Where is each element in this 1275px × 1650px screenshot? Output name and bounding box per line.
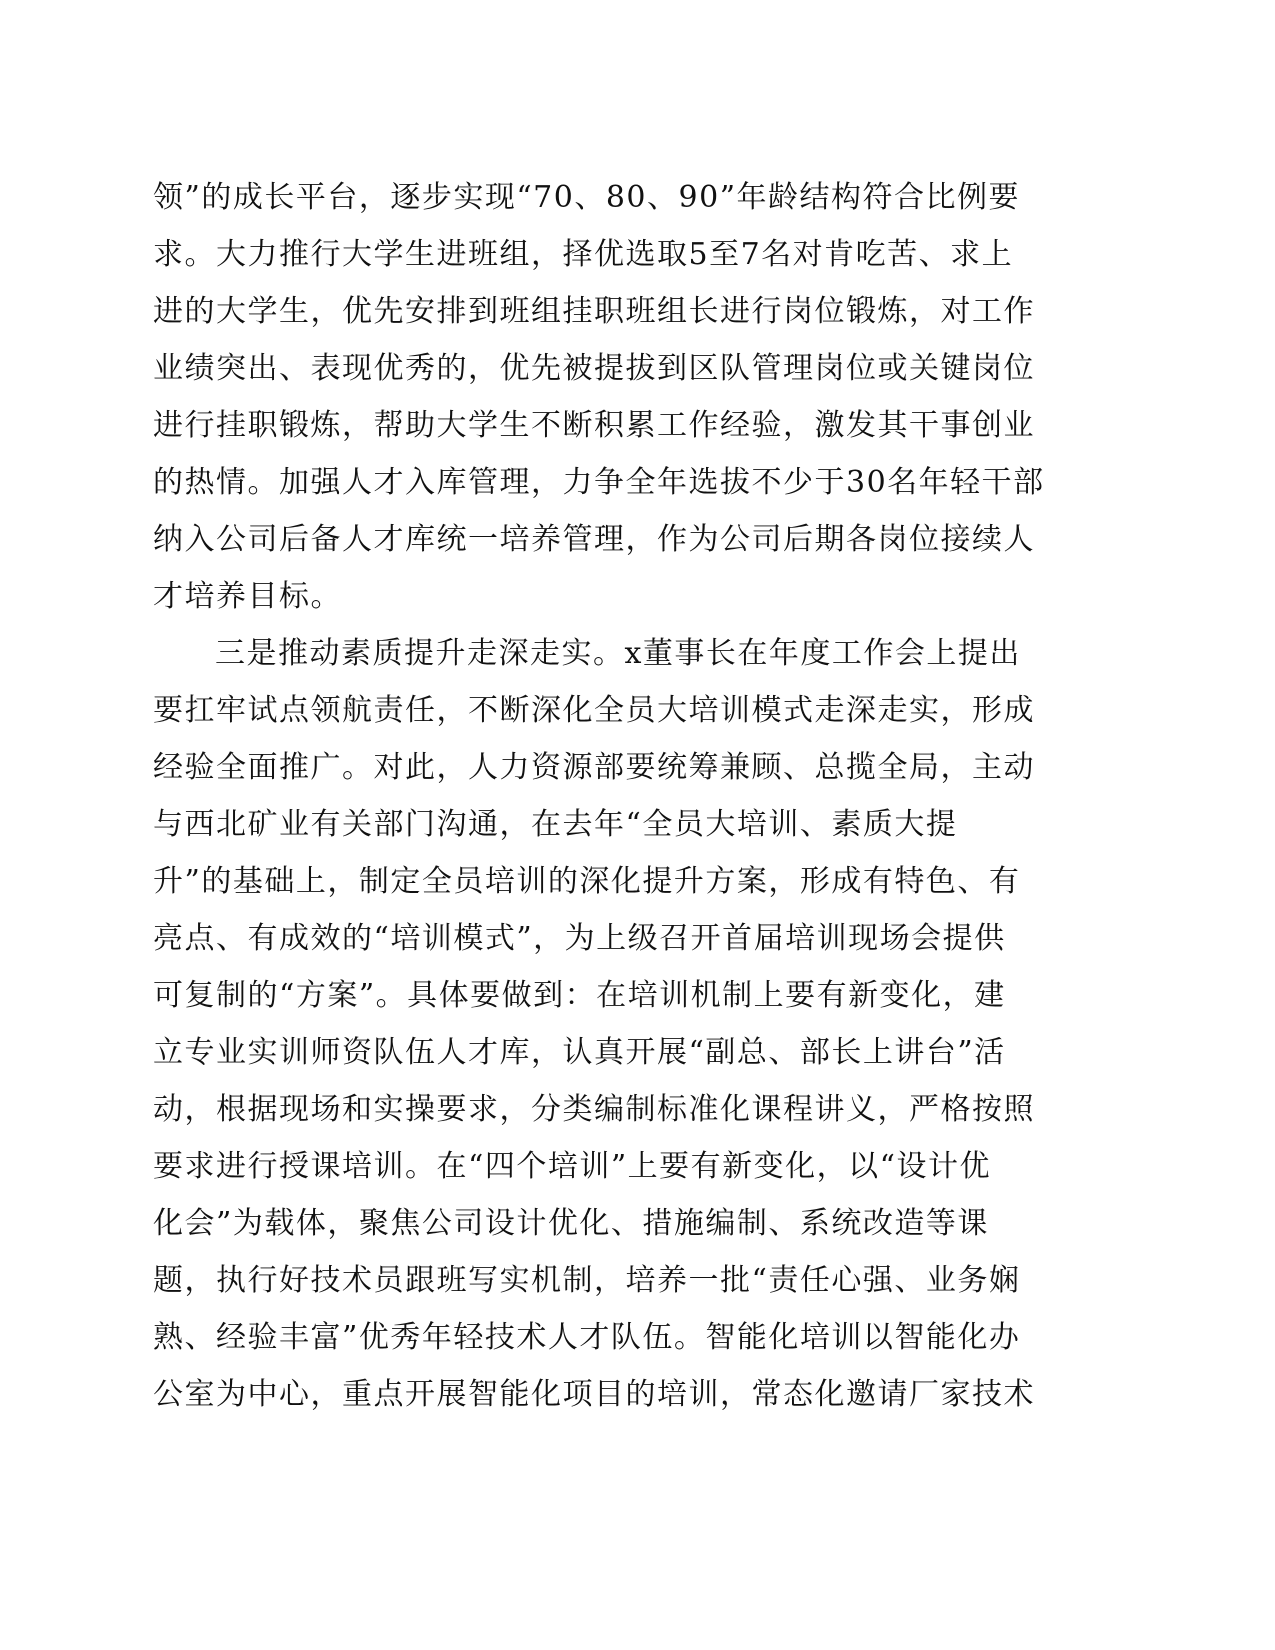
text-line: 亮点、有成效的“培训模式”，为上级召开首届培训现场会提供 xyxy=(153,921,1006,956)
text-line: 业绩突出、表现优秀的，优先被提拔到区队管理岗位或关键岗位 xyxy=(153,351,1035,386)
text-line: 要求进行授课培训。在“四个培训”上要有新变化，以“设计优 xyxy=(153,1149,992,1184)
text-line: 可复制的“方案”。具体要做到：在培训机制上要有新变化，建 xyxy=(153,978,1006,1013)
text-line: 才培养目标。 xyxy=(153,579,342,614)
text-line: 升”的基础上，制定全员培训的深化提升方案，形成有特色、有 xyxy=(153,864,1021,899)
text-line: 的热情。加强人才入库管理，力争全年选拔不少于30名年轻干部 xyxy=(153,465,1045,500)
text-line: 求。大力推行大学生进班组，择优选取5至7名对肯吃苦、求上 xyxy=(153,237,1014,272)
text-line: 动，根据现场和实操要求，分类编制标准化课程讲义，严格按照 xyxy=(153,1092,1035,1127)
text-line: 化会”为载体，聚焦公司设计优化、措施编制、系统改造等课 xyxy=(153,1206,989,1241)
text-line: 公室为中心，重点开展智能化项目的培训，常态化邀请厂家技术 xyxy=(153,1377,1035,1412)
text-line: 经验全面推广。对此，人力资源部要统筹兼顾、总揽全局，主动 xyxy=(153,750,1035,785)
text-line: 与西北矿业有关部门沟通，在去年“全员大培训、素质大提 xyxy=(153,807,958,842)
text-line: 题，执行好技术员跟班写实机制，培养一批“责任心强、业务娴 xyxy=(153,1263,1021,1298)
text-line: 立专业实训师资队伍人才库，认真开展“副总、部长上讲台”活 xyxy=(153,1035,1006,1070)
text-line: 领”的成长平台，逐步实现“70、80、90”年龄结构符合比例要 xyxy=(153,180,1021,215)
text-line: 熟、经验丰富”优秀年轻技术人才队伍。智能化培训以智能化办 xyxy=(153,1320,1021,1355)
text-line: 纳入公司后备人才库统一培养管理，作为公司后期各岗位接续人 xyxy=(153,522,1035,557)
paragraph-start-line: 三是推动素质提升走深走实。x董事长在年度工作会上提出 xyxy=(215,636,1021,671)
text-line: 要扛牢试点领航责任，不断深化全员大培训模式走深走实，形成 xyxy=(153,693,1035,728)
text-line: 进的大学生，优先安排到班组挂职班组长进行岗位锻炼，对工作 xyxy=(153,294,1035,329)
text-line: 进行挂职锻炼，帮助大学生不断积累工作经验，激发其干事创业 xyxy=(153,408,1035,443)
